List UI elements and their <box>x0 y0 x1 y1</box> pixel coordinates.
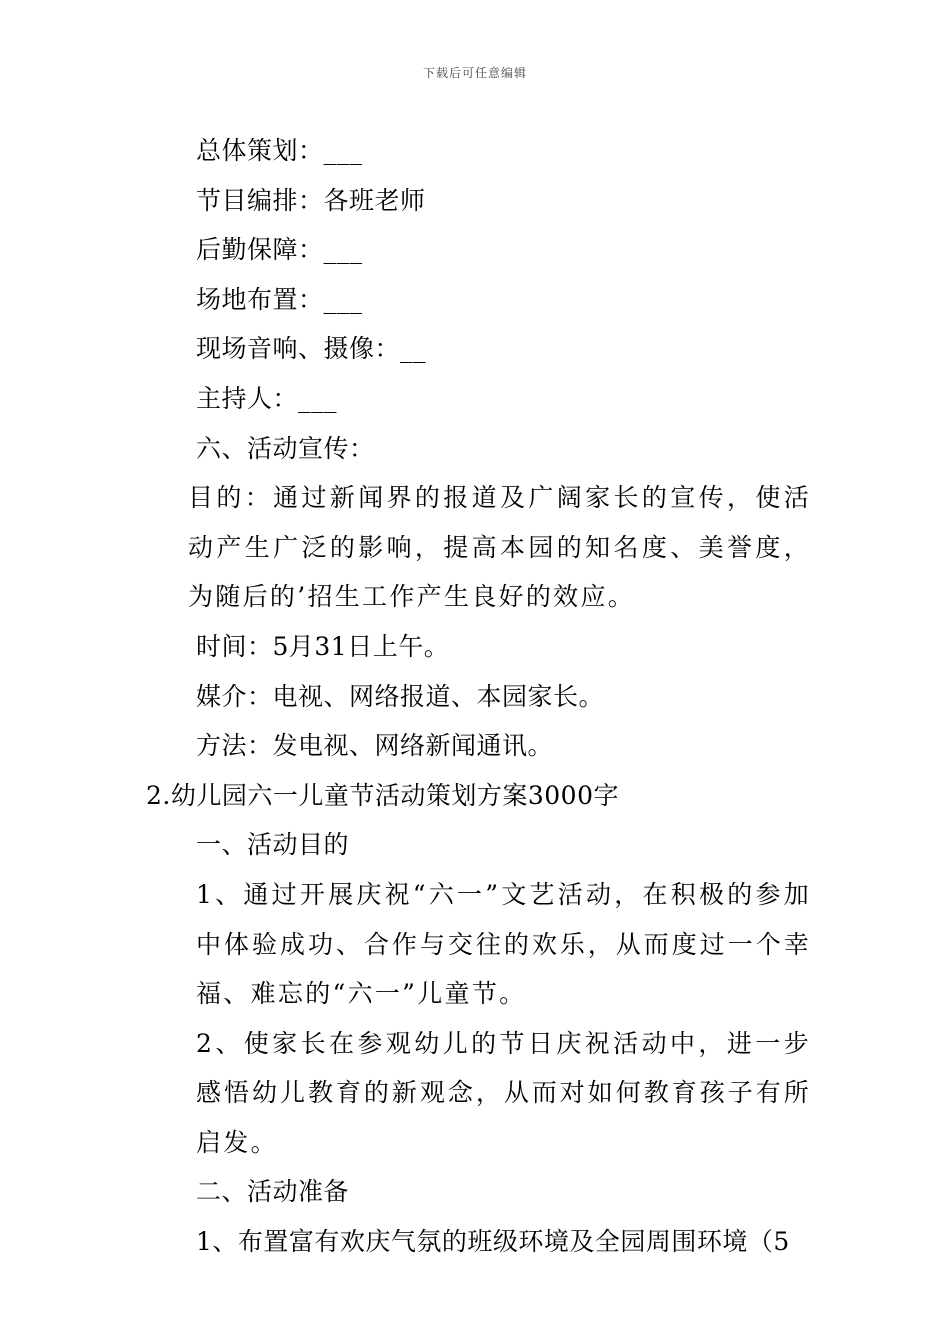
page-header: 下载后可任意编辑 <box>422 66 527 80</box>
line-program-arrangement: 节目编排：各班老师 <box>196 185 426 215</box>
line-preparation-1: 1、布置富有欢庆气氛的班级环境及全园周围环境（5 <box>196 1227 790 1257</box>
line-audio-video: 现场音响、摄像：__ <box>196 334 427 364</box>
line-logistics: 后勤保障：___ <box>196 235 363 265</box>
paragraph-purpose: 目的：通过新闻界的报道及广阔家长的宣传，使活动产生广泛的影响，提高本园的知名度、美誉度，为随后的’招生工作产生良好的效应。 <box>188 483 811 612</box>
paragraph-goal-1: 1、通过开展庆祝“六一”文艺活动，在积极的参加中体验成功、合作与交往的欢乐，从而度过一个幸福、难忘的“六一”儿童节。 <box>196 879 811 1009</box>
section-title-plan-2: 2.幼儿园六一儿童节活动策划方案3000字 <box>146 780 619 810</box>
line-method: 方法：发电视、网络新闻通讯。 <box>196 731 554 761</box>
line-host: 主持人：___ <box>196 383 338 413</box>
section-heading-preparation: 二、活动准备 <box>196 1177 350 1207</box>
line-venue-setup: 场地布置：___ <box>196 284 363 314</box>
section-heading-goals: 一、活动目的 <box>196 830 350 860</box>
document-body <box>146 126 811 1267</box>
line-media: 媒介：电视、网络报道、本园家长。 <box>196 681 605 711</box>
line-overall-planning: 总体策划：___ <box>196 136 363 165</box>
line-time: 时间：5月31日上午。 <box>196 631 450 661</box>
section-heading-publicity: 六、活动宣传： <box>196 433 375 463</box>
paragraph-goal-2: 2、使家长在参观幼儿的节日庆祝活动中，进一步感悟幼儿教育的新观念，从而对如何教育孩子有所启发。 <box>196 1028 811 1157</box>
